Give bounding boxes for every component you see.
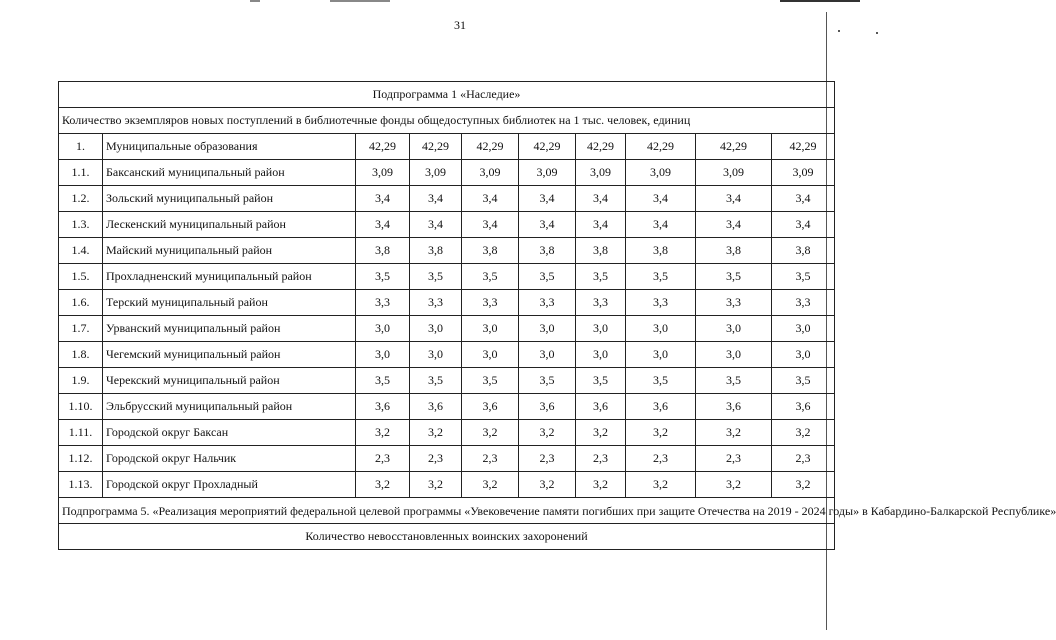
value-cell: 3,2: [410, 472, 462, 498]
value-cell: 3,4: [410, 186, 462, 212]
value-cell: 3,6: [356, 394, 410, 420]
value-cell: 3,5: [410, 264, 462, 290]
value-cell: 3,2: [696, 420, 772, 446]
value-cell: 3,0: [772, 342, 835, 368]
table-row: [59, 212, 835, 238]
value-cell: 3,5: [626, 264, 696, 290]
value-cell: 3,09: [519, 160, 576, 186]
value-cell: 3,0: [356, 316, 410, 342]
value-cell: 3,3: [410, 290, 462, 316]
value-cell: 3,09: [356, 160, 410, 186]
scan-mark: [780, 0, 860, 2]
value-cell: 3,5: [576, 264, 626, 290]
value-cell: 3,0: [410, 316, 462, 342]
value-cell: 3,8: [462, 238, 519, 264]
value-cell: 3,09: [626, 160, 696, 186]
table-row: [59, 264, 835, 290]
value-cell: 3,3: [626, 290, 696, 316]
row-number: 1.1.: [59, 160, 103, 186]
row-number: 1.: [59, 134, 103, 160]
scan-mark: [330, 0, 390, 2]
value-cell: 3,2: [576, 420, 626, 446]
value-cell: 3,6: [462, 394, 519, 420]
value-cell: 3,4: [626, 212, 696, 238]
value-cell: 3,5: [519, 264, 576, 290]
value-cell: 3,2: [519, 472, 576, 498]
table-row: [59, 290, 835, 316]
table-row: [59, 368, 835, 394]
value-cell: 3,6: [772, 394, 835, 420]
row-name: Чегемский муниципальный район: [103, 342, 356, 368]
value-cell: 3,4: [356, 186, 410, 212]
value-cell: 3,2: [626, 420, 696, 446]
row-name: Городской округ Баксан: [103, 420, 356, 446]
value-cell: 3,4: [410, 212, 462, 238]
row-number: 1.13.: [59, 472, 103, 498]
value-cell: 3,0: [772, 316, 835, 342]
page-number: 31: [454, 18, 466, 32]
value-cell: 3,3: [356, 290, 410, 316]
table-row: [59, 316, 835, 342]
value-cell: 3,8: [626, 238, 696, 264]
value-cell: 3,3: [519, 290, 576, 316]
value-cell: 3,0: [696, 316, 772, 342]
value-cell: 3,4: [772, 186, 835, 212]
value-cell: 3,2: [519, 420, 576, 446]
row-name: Прохладненский муниципальный район: [103, 264, 356, 290]
row-name: Эльбрусский муниципальный район: [103, 394, 356, 420]
value-cell: 42,29: [772, 134, 835, 160]
value-cell: 3,5: [696, 368, 772, 394]
value-cell: 3,5: [626, 368, 696, 394]
value-cell: 2,3: [696, 446, 772, 472]
value-cell: 3,4: [462, 186, 519, 212]
value-cell: 3,0: [519, 342, 576, 368]
table-row: [59, 342, 835, 368]
speck: [838, 30, 840, 32]
row-name: Городской округ Прохладный: [103, 472, 356, 498]
row-name: Баксанский муниципальный район: [103, 160, 356, 186]
value-cell: 3,5: [772, 264, 835, 290]
subprogram1-title: Подпрограмма 1 «Наследие»: [59, 82, 835, 108]
row-number: 1.5.: [59, 264, 103, 290]
scan-mark: [250, 0, 260, 2]
value-cell: 3,6: [696, 394, 772, 420]
value-cell: 3,2: [772, 472, 835, 498]
subprogram-header-row: [59, 498, 835, 524]
value-cell: 3,4: [576, 212, 626, 238]
value-cell: 2,3: [462, 446, 519, 472]
indicator-header-row: [59, 108, 835, 134]
value-cell: 3,09: [410, 160, 462, 186]
value-cell: 3,4: [576, 186, 626, 212]
value-cell: 3,6: [410, 394, 462, 420]
value-cell: 3,3: [462, 290, 519, 316]
value-cell: 3,8: [519, 238, 576, 264]
value-cell: 3,5: [356, 368, 410, 394]
value-cell: 3,5: [576, 368, 626, 394]
value-cell: 3,2: [696, 472, 772, 498]
value-cell: 42,29: [356, 134, 410, 160]
value-cell: 3,09: [576, 160, 626, 186]
table-row: [59, 446, 835, 472]
value-cell: 3,09: [772, 160, 835, 186]
value-cell: 3,0: [356, 342, 410, 368]
value-cell: 3,09: [696, 160, 772, 186]
value-cell: 3,4: [462, 212, 519, 238]
row-number: 1.3.: [59, 212, 103, 238]
value-cell: 3,5: [462, 264, 519, 290]
subprogram5-title: Подпрограмма 5. «Реализация мероприятий федеральной целевой программы «Увековечение памяти погибших при защите Отечества на 2019 - 2024 годы» в Кабардино-Балкарской Республике»: [59, 498, 835, 524]
value-cell: 3,4: [519, 212, 576, 238]
row-name: Урванский муниципальный район: [103, 316, 356, 342]
value-cell: 3,2: [356, 420, 410, 446]
indicator-table: [58, 81, 1056, 550]
value-cell: 3,5: [519, 368, 576, 394]
value-cell: 3,2: [462, 472, 519, 498]
value-cell: 3,6: [576, 394, 626, 420]
row-number: 1.10.: [59, 394, 103, 420]
value-cell: 3,0: [462, 316, 519, 342]
value-cell: 3,6: [519, 394, 576, 420]
row-name: Зольский муниципальный район: [103, 186, 356, 212]
value-cell: 42,29: [696, 134, 772, 160]
value-cell: 3,5: [696, 264, 772, 290]
value-cell: 3,4: [626, 186, 696, 212]
value-cell: 3,8: [356, 238, 410, 264]
indicator1-title: Количество экземпляров новых поступлений в библиотечные фонды общедоступных библиотек на 1 тыс. человек, единиц: [59, 108, 835, 134]
row-name: Муниципальные образования: [103, 134, 356, 160]
value-cell: 3,2: [410, 420, 462, 446]
row-number: 1.7.: [59, 316, 103, 342]
value-cell: 3,5: [462, 368, 519, 394]
value-cell: 42,29: [576, 134, 626, 160]
indicator-header-row: [59, 524, 835, 550]
value-cell: 3,6: [626, 394, 696, 420]
value-cell: 2,3: [626, 446, 696, 472]
value-cell: 2,3: [356, 446, 410, 472]
value-cell: 3,8: [772, 238, 835, 264]
value-cell: 42,29: [626, 134, 696, 160]
value-cell: 3,2: [576, 472, 626, 498]
value-cell: 2,3: [410, 446, 462, 472]
value-cell: 3,0: [410, 342, 462, 368]
table-row: [59, 394, 835, 420]
value-cell: 2,3: [576, 446, 626, 472]
row-name: Городской округ Нальчик: [103, 446, 356, 472]
value-cell: 42,29: [410, 134, 462, 160]
value-cell: 3,5: [772, 368, 835, 394]
subprogram-header-row: [59, 82, 835, 108]
value-cell: 3,3: [772, 290, 835, 316]
table-row: [59, 160, 835, 186]
row-name: Лескенский муниципальный район: [103, 212, 356, 238]
value-cell: 42,29: [462, 134, 519, 160]
row-number: 1.6.: [59, 290, 103, 316]
value-cell: 3,8: [410, 238, 462, 264]
value-cell: 3,09: [462, 160, 519, 186]
value-cell: 2,3: [519, 446, 576, 472]
value-cell: 3,0: [576, 316, 626, 342]
value-cell: 3,4: [696, 212, 772, 238]
value-cell: 3,2: [772, 420, 835, 446]
speck: [876, 32, 878, 34]
row-name: Терский муниципальный район: [103, 290, 356, 316]
value-cell: 42,29: [519, 134, 576, 160]
value-cell: 3,2: [356, 472, 410, 498]
indicator5-title: Количество невосстановленных воинских захоронений: [59, 524, 835, 550]
value-cell: 3,5: [356, 264, 410, 290]
value-cell: 3,0: [626, 316, 696, 342]
row-number: 1.11.: [59, 420, 103, 446]
value-cell: 3,3: [576, 290, 626, 316]
value-cell: 3,4: [696, 186, 772, 212]
value-cell: 3,0: [626, 342, 696, 368]
value-cell: 3,4: [356, 212, 410, 238]
value-cell: 3,0: [576, 342, 626, 368]
value-cell: 3,4: [772, 212, 835, 238]
value-cell: 3,0: [462, 342, 519, 368]
value-cell: 3,3: [696, 290, 772, 316]
value-cell: 3,8: [696, 238, 772, 264]
value-cell: 3,0: [696, 342, 772, 368]
table-row: [59, 134, 835, 160]
value-cell: 3,2: [462, 420, 519, 446]
row-name: Майский муниципальный район: [103, 238, 356, 264]
table-row: [59, 420, 835, 446]
row-number: 1.9.: [59, 368, 103, 394]
row-name: Черекский муниципальный район: [103, 368, 356, 394]
value-cell: 3,0: [519, 316, 576, 342]
table-row: [59, 472, 835, 498]
row-number: 1.8.: [59, 342, 103, 368]
value-cell: 3,4: [519, 186, 576, 212]
value-cell: 3,8: [576, 238, 626, 264]
table-row: [59, 186, 835, 212]
value-cell: 2,3: [772, 446, 835, 472]
row-number: 1.4.: [59, 238, 103, 264]
table-row: [59, 238, 835, 264]
value-cell: 3,5: [410, 368, 462, 394]
value-cell: 3,2: [626, 472, 696, 498]
row-number: 1.12.: [59, 446, 103, 472]
row-number: 1.2.: [59, 186, 103, 212]
